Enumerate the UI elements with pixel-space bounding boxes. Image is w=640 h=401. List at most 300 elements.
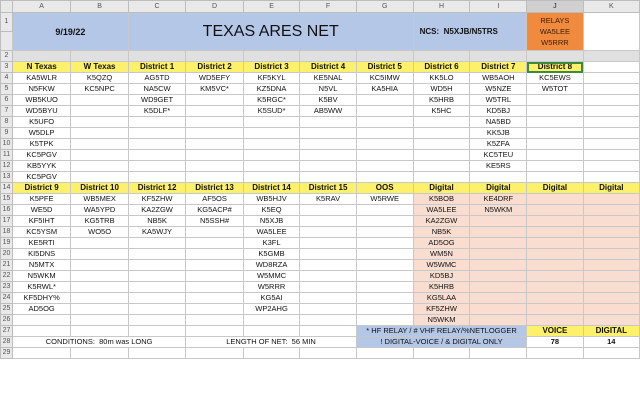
cell[interactable] [413, 51, 470, 62]
callsign-cell[interactable]: N5XJB [243, 216, 300, 227]
callsign-cell[interactable]: N5FKW [12, 84, 70, 95]
callsign-cell[interactable]: AG5TD [128, 73, 185, 84]
callsign-cell[interactable]: KF5IHT [12, 216, 70, 227]
cell[interactable] [186, 139, 243, 150]
callsign-cell[interactable]: KC5YSM [12, 227, 70, 238]
row-header-2[interactable]: 2 [1, 51, 13, 62]
cell[interactable] [527, 139, 583, 150]
cell[interactable] [71, 161, 128, 172]
cell[interactable] [527, 95, 583, 106]
cell[interactable] [356, 238, 413, 249]
callsign-cell[interactable]: W5WMC [413, 260, 470, 271]
cell[interactable] [128, 260, 185, 271]
cell[interactable] [356, 271, 413, 282]
callsign-cell[interactable]: KG5ACP# [186, 205, 243, 216]
callsign-cell[interactable]: K5RWL* [12, 282, 70, 293]
cell[interactable] [527, 51, 583, 62]
row-header-3[interactable]: 3 [1, 62, 13, 73]
callsign-cell[interactable]: KD5BJ [413, 271, 470, 282]
cell[interactable] [300, 227, 357, 238]
cell[interactable] [128, 139, 185, 150]
cell[interactable] [71, 117, 128, 128]
cell[interactable] [300, 205, 357, 216]
cell[interactable] [300, 326, 357, 337]
cell[interactable] [583, 194, 639, 205]
callsign-cell[interactable]: K5BV [300, 95, 357, 106]
callsign-cell[interactable]: KF5ZHW [128, 194, 185, 205]
cell[interactable] [128, 282, 185, 293]
column-header-e[interactable]: E [243, 1, 300, 13]
callsign-cell[interactable]: KG5LAA [413, 293, 470, 304]
net-length-cell[interactable] [186, 337, 357, 348]
ncs-cell[interactable] [413, 13, 527, 51]
callsign-cell[interactable]: WB5MEX [71, 194, 128, 205]
cell[interactable] [71, 150, 128, 161]
column-header-g[interactable]: G [356, 1, 413, 13]
cell[interactable] [583, 260, 639, 271]
cell[interactable] [527, 128, 583, 139]
column-header-a[interactable]: A [12, 1, 70, 13]
cell[interactable] [12, 51, 70, 62]
cell[interactable] [470, 260, 527, 271]
cell[interactable] [356, 249, 413, 260]
cell[interactable] [527, 117, 583, 128]
callsign-cell[interactable]: KF5DHY% [12, 293, 70, 304]
district-header[interactable]: District 3 [243, 62, 300, 73]
cell[interactable] [186, 227, 243, 238]
cell[interactable] [186, 293, 243, 304]
digital-label[interactable]: DIGITAL [583, 326, 639, 337]
callsign-cell[interactable]: W5TOT [527, 84, 583, 95]
row-header-26[interactable]: 26 [1, 315, 13, 326]
callsign-cell[interactable]: K5QZQ [71, 73, 128, 84]
callsign-cell[interactable]: KD5BJ [470, 106, 527, 117]
cell[interactable] [300, 216, 357, 227]
cell[interactable] [186, 106, 243, 117]
row-header-18[interactable]: 18 [1, 227, 13, 238]
row-header-1[interactable]: 1 [1, 13, 13, 32]
callsign-cell[interactable]: WP2AHG [243, 304, 300, 315]
cell[interactable] [300, 315, 357, 326]
row-header-19[interactable]: 19 [1, 238, 13, 249]
district-header[interactable]: Digital [583, 183, 639, 194]
cell[interactable] [128, 161, 185, 172]
row-header-24[interactable]: 24 [1, 293, 13, 304]
cell[interactable] [583, 95, 639, 106]
cell[interactable] [300, 271, 357, 282]
callsign-cell[interactable]: KK5JB [470, 128, 527, 139]
cell[interactable] [583, 139, 639, 150]
callsign-cell[interactable]: WB5AOH [470, 73, 527, 84]
row-header-16[interactable]: 16 [1, 205, 13, 216]
cell[interactable] [356, 117, 413, 128]
cell[interactable] [527, 194, 583, 205]
district-header[interactable]: District 1 [128, 62, 185, 73]
cell[interactable] [583, 150, 639, 161]
cell[interactable] [128, 172, 185, 183]
cell[interactable] [243, 51, 300, 62]
row-header-22[interactable]: 22 [1, 271, 13, 282]
callsign-cell[interactable]: KF5KYL [243, 73, 300, 84]
district-header[interactable]: District 4 [300, 62, 357, 73]
row-header-7[interactable]: 7 [1, 106, 13, 117]
callsign-cell[interactable]: KE4DRF [470, 194, 527, 205]
cell[interactable] [356, 150, 413, 161]
callsign-cell[interactable]: AF5OS [186, 194, 243, 205]
callsign-cell[interactable]: KC5NPC [71, 84, 128, 95]
cell[interactable] [583, 106, 639, 117]
callsign-cell[interactable]: AD5OG [12, 304, 70, 315]
cell[interactable] [128, 293, 185, 304]
cell[interactable] [413, 117, 470, 128]
cell[interactable] [470, 271, 527, 282]
cell[interactable] [243, 172, 300, 183]
callsign-cell[interactable]: WA5YPD [71, 205, 128, 216]
callsign-cell[interactable]: N5WKM [413, 315, 470, 326]
callsign-cell[interactable]: KE5NAL [300, 73, 357, 84]
callsign-cell[interactable]: N5MTX [12, 260, 70, 271]
column-header-h[interactable]: H [413, 1, 470, 13]
cell[interactable] [583, 73, 639, 84]
cell[interactable] [243, 315, 300, 326]
cell[interactable] [128, 51, 185, 62]
callsign-cell[interactable]: WD5BYU [12, 106, 70, 117]
column-header-j[interactable]: J [527, 1, 583, 13]
select-all-corner[interactable] [1, 1, 13, 13]
cell[interactable] [300, 51, 357, 62]
row-header-5[interactable]: 5 [1, 84, 13, 95]
callsign-cell[interactable]: AB5WW [300, 106, 357, 117]
net-title[interactable]: TEXAS ARES NET [128, 13, 413, 51]
cell[interactable] [527, 348, 583, 359]
cell[interactable] [71, 95, 128, 106]
callsign-cell[interactable]: NB5K [128, 216, 185, 227]
voice-count[interactable]: 78 [527, 337, 583, 348]
cell[interactable] [356, 348, 413, 359]
column-header-i[interactable]: I [470, 1, 527, 13]
cell[interactable] [413, 161, 470, 172]
cell[interactable] [527, 282, 583, 293]
callsign-cell[interactable]: K5HRB [413, 282, 470, 293]
callsign-cell[interactable]: KK5LO [413, 73, 470, 84]
cell[interactable] [413, 139, 470, 150]
row-header-27[interactable]: 27 [1, 326, 13, 337]
callsign-cell[interactable]: K5SUD* [243, 106, 300, 117]
callsign-cell[interactable]: KC5TEU [470, 150, 527, 161]
callsign-cell[interactable]: KC5PGV [12, 150, 70, 161]
cell[interactable] [527, 106, 583, 117]
cell[interactable] [527, 238, 583, 249]
cell[interactable] [300, 117, 357, 128]
callsign-cell[interactable]: KE5RTI [12, 238, 70, 249]
cell[interactable] [583, 348, 639, 359]
cell[interactable] [470, 348, 527, 359]
cell[interactable] [470, 51, 527, 62]
cell[interactable] [243, 150, 300, 161]
cell[interactable] [356, 128, 413, 139]
callsign-cell[interactable]: WD5EFY [186, 73, 243, 84]
cell[interactable] [300, 304, 357, 315]
cell[interactable] [128, 128, 185, 139]
cell[interactable] [583, 161, 639, 172]
cell[interactable] [186, 271, 243, 282]
callsign-cell[interactable]: KA5HIA [356, 84, 413, 95]
callsign-cell[interactable]: WM5N [413, 249, 470, 260]
cell[interactable] [71, 271, 128, 282]
cell[interactable] [470, 282, 527, 293]
callsign-cell[interactable]: KA2ZGW [128, 205, 185, 216]
callsign-cell[interactable]: WB5KUO [12, 95, 70, 106]
cell[interactable] [356, 293, 413, 304]
row-header-17[interactable]: 17 [1, 216, 13, 227]
callsign-cell[interactable]: KA2ZGW [413, 216, 470, 227]
callsign-cell[interactable]: NB5K [413, 227, 470, 238]
cell[interactable] [128, 304, 185, 315]
callsign-cell[interactable]: KB5YYK [12, 161, 70, 172]
cell[interactable] [71, 326, 128, 337]
callsign-cell[interactable]: W5RRR [243, 282, 300, 293]
cell[interactable] [243, 139, 300, 150]
cell[interactable] [527, 271, 583, 282]
row-header-6[interactable]: 6 [1, 95, 13, 106]
cell[interactable] [583, 304, 639, 315]
callsign-cell[interactable]: WD5H [413, 84, 470, 95]
cell[interactable] [71, 51, 128, 62]
district-header[interactable]: District 8 [527, 62, 583, 73]
cell[interactable] [527, 172, 583, 183]
cell[interactable] [583, 315, 639, 326]
cell[interactable] [356, 205, 413, 216]
cell[interactable] [300, 348, 357, 359]
cell[interactable] [243, 326, 300, 337]
cell[interactable] [186, 128, 243, 139]
cell[interactable] [71, 304, 128, 315]
row-header-4[interactable]: 4 [1, 73, 13, 84]
cell[interactable] [583, 293, 639, 304]
callsign-cell[interactable]: KG5TRB [71, 216, 128, 227]
cell[interactable] [527, 260, 583, 271]
cell[interactable] [583, 51, 639, 62]
cell[interactable] [356, 51, 413, 62]
legend-digital[interactable]: ! DIGITAL-VOICE / & DIGITAL ONLY [356, 337, 526, 348]
cell[interactable] [186, 172, 243, 183]
callsign-cell[interactable]: KC5PGV [12, 172, 70, 183]
callsign-cell[interactable]: WD9GET [128, 95, 185, 106]
row-header-9[interactable]: 9 [1, 128, 13, 139]
district-header[interactable]: Digital [470, 183, 527, 194]
cell[interactable] [71, 139, 128, 150]
cell[interactable] [583, 128, 639, 139]
row-header-23[interactable]: 23 [1, 282, 13, 293]
row-header-25[interactable]: 25 [1, 304, 13, 315]
cell[interactable] [527, 315, 583, 326]
cell[interactable] [300, 238, 357, 249]
cell[interactable] [356, 139, 413, 150]
cell[interactable] [300, 293, 357, 304]
callsign-cell[interactable]: WD8RZA [243, 260, 300, 271]
column-header-f[interactable]: F [300, 1, 357, 13]
callsign-cell[interactable]: WE5D [12, 205, 70, 216]
callsign-cell[interactable]: KI5DNS [12, 249, 70, 260]
callsign-cell[interactable]: W5MMC [243, 271, 300, 282]
cell[interactable] [71, 348, 128, 359]
cell[interactable] [12, 326, 70, 337]
cell[interactable] [470, 172, 527, 183]
callsign-cell[interactable]: K5DLF* [128, 106, 185, 117]
cell[interactable] [186, 95, 243, 106]
cell[interactable] [12, 315, 70, 326]
cell[interactable] [300, 172, 357, 183]
cell[interactable] [128, 271, 185, 282]
cell[interactable] [413, 150, 470, 161]
callsign-cell[interactable]: KA5WLR [12, 73, 70, 84]
district-header[interactable]: District 7 [470, 62, 527, 73]
callsign-cell[interactable]: K5ZFA [470, 139, 527, 150]
cell[interactable] [186, 282, 243, 293]
callsign-cell[interactable]: W5DLP [12, 128, 70, 139]
cell[interactable] [470, 315, 527, 326]
callsign-cell[interactable]: N5WKM [470, 205, 527, 216]
callsign-cell[interactable]: WA5LEE [243, 227, 300, 238]
district-header[interactable]: Digital [413, 183, 470, 194]
district-header[interactable]: District 12 [128, 183, 185, 194]
callsign-cell[interactable]: NA5BD [470, 117, 527, 128]
cell[interactable] [186, 348, 243, 359]
cell[interactable] [300, 260, 357, 271]
cell[interactable] [71, 249, 128, 260]
callsign-cell[interactable]: K5EQ [243, 205, 300, 216]
net-date[interactable]: 9/19/22 [12, 13, 128, 51]
row-header-14[interactable]: 14 [1, 183, 13, 194]
callsign-cell[interactable]: NA5CW [128, 84, 185, 95]
cell[interactable] [300, 249, 357, 260]
column-header-c[interactable]: C [128, 1, 185, 13]
callsign-cell[interactable]: KG5AI [243, 293, 300, 304]
callsign-cell[interactable]: N5SSH# [186, 216, 243, 227]
cell[interactable] [128, 348, 185, 359]
cell[interactable] [583, 238, 639, 249]
cell[interactable] [300, 150, 357, 161]
callsign-cell[interactable]: K5RGC* [243, 95, 300, 106]
callsign-cell[interactable]: K5UFO [12, 117, 70, 128]
cell[interactable] [527, 216, 583, 227]
relays-cell[interactable] [527, 13, 583, 51]
callsign-cell[interactable]: WB5HJV [243, 194, 300, 205]
cell[interactable] [300, 282, 357, 293]
cell[interactable] [71, 172, 128, 183]
cell[interactable] [470, 249, 527, 260]
cell[interactable] [583, 205, 639, 216]
row-header-13[interactable]: 13 [1, 172, 13, 183]
row-header-11[interactable]: 11 [1, 150, 13, 161]
cell[interactable] [356, 315, 413, 326]
cell[interactable] [527, 150, 583, 161]
district-header[interactable]: District 2 [186, 62, 243, 73]
voice-label[interactable]: VOICE [527, 326, 583, 337]
cell[interactable] [356, 216, 413, 227]
cell[interactable] [186, 51, 243, 62]
cell[interactable] [470, 238, 527, 249]
cell[interactable] [186, 315, 243, 326]
cell[interactable] [583, 271, 639, 282]
callsign-cell[interactable]: K5RAV [300, 194, 357, 205]
cell[interactable] [128, 117, 185, 128]
cell[interactable] [186, 238, 243, 249]
cell[interactable] [243, 161, 300, 172]
column-header-b[interactable]: B [71, 1, 128, 13]
cell[interactable] [71, 282, 128, 293]
callsign-cell[interactable]: K3FL [243, 238, 300, 249]
cell[interactable] [186, 161, 243, 172]
callsign-cell[interactable]: WA5LEE [413, 205, 470, 216]
row-header-10[interactable]: 10 [1, 139, 13, 150]
cell[interactable] [356, 260, 413, 271]
callsign-cell[interactable]: KC5EWS [527, 73, 583, 84]
cell[interactable] [356, 304, 413, 315]
district-header[interactable]: District 14 [243, 183, 300, 194]
callsign-cell[interactable]: N5VL [300, 84, 357, 95]
callsign-cell[interactable]: WO5O [71, 227, 128, 238]
cell[interactable] [300, 139, 357, 150]
callsign-cell[interactable]: KE5RS [470, 161, 527, 172]
district-header[interactable]: District 10 [71, 183, 128, 194]
row-header-20[interactable]: 20 [1, 249, 13, 260]
cell[interactable] [300, 128, 357, 139]
cell[interactable] [243, 117, 300, 128]
cell[interactable] [356, 227, 413, 238]
callsign-cell[interactable]: W5RWE [356, 194, 413, 205]
callsign-cell[interactable]: K5BOB [413, 194, 470, 205]
district-header[interactable]: W Texas [71, 62, 128, 73]
cell[interactable] [71, 128, 128, 139]
row-header-29[interactable]: 29 [1, 348, 13, 359]
cell[interactable] [186, 249, 243, 260]
row-header-2[interactable] [1, 32, 13, 51]
cell[interactable] [470, 216, 527, 227]
column-header-k[interactable]: K [583, 1, 639, 13]
cell[interactable] [71, 293, 128, 304]
cell[interactable] [186, 150, 243, 161]
callsign-cell[interactable]: W5TRL [470, 95, 527, 106]
cell[interactable] [413, 348, 470, 359]
district-header[interactable]: District 5 [356, 62, 413, 73]
cell[interactable] [356, 282, 413, 293]
cell[interactable] [583, 216, 639, 227]
callsign-cell[interactable]: K5TPK [12, 139, 70, 150]
cell[interactable] [243, 128, 300, 139]
column-header-d[interactable]: D [186, 1, 243, 13]
cell[interactable] [71, 260, 128, 271]
district-header[interactable]: Digital [527, 183, 583, 194]
row-header-12[interactable]: 12 [1, 161, 13, 172]
cell[interactable] [470, 293, 527, 304]
cell[interactable] [71, 315, 128, 326]
district-header[interactable]: OOS [356, 183, 413, 194]
callsign-cell[interactable]: KZ5DNA [243, 84, 300, 95]
cell[interactable] [128, 150, 185, 161]
cell[interactable] [300, 161, 357, 172]
row-header-8[interactable]: 8 [1, 117, 13, 128]
callsign-cell[interactable]: K5HC [413, 106, 470, 117]
callsign-cell[interactable]: K5GMB [243, 249, 300, 260]
cell[interactable] [12, 348, 70, 359]
cell[interactable] [356, 161, 413, 172]
district-header[interactable]: District 9 [12, 183, 70, 194]
cell[interactable] [186, 304, 243, 315]
district-header[interactable]: District 15 [300, 183, 357, 194]
district-header[interactable]: N Texas [12, 62, 70, 73]
cell[interactable] [583, 282, 639, 293]
